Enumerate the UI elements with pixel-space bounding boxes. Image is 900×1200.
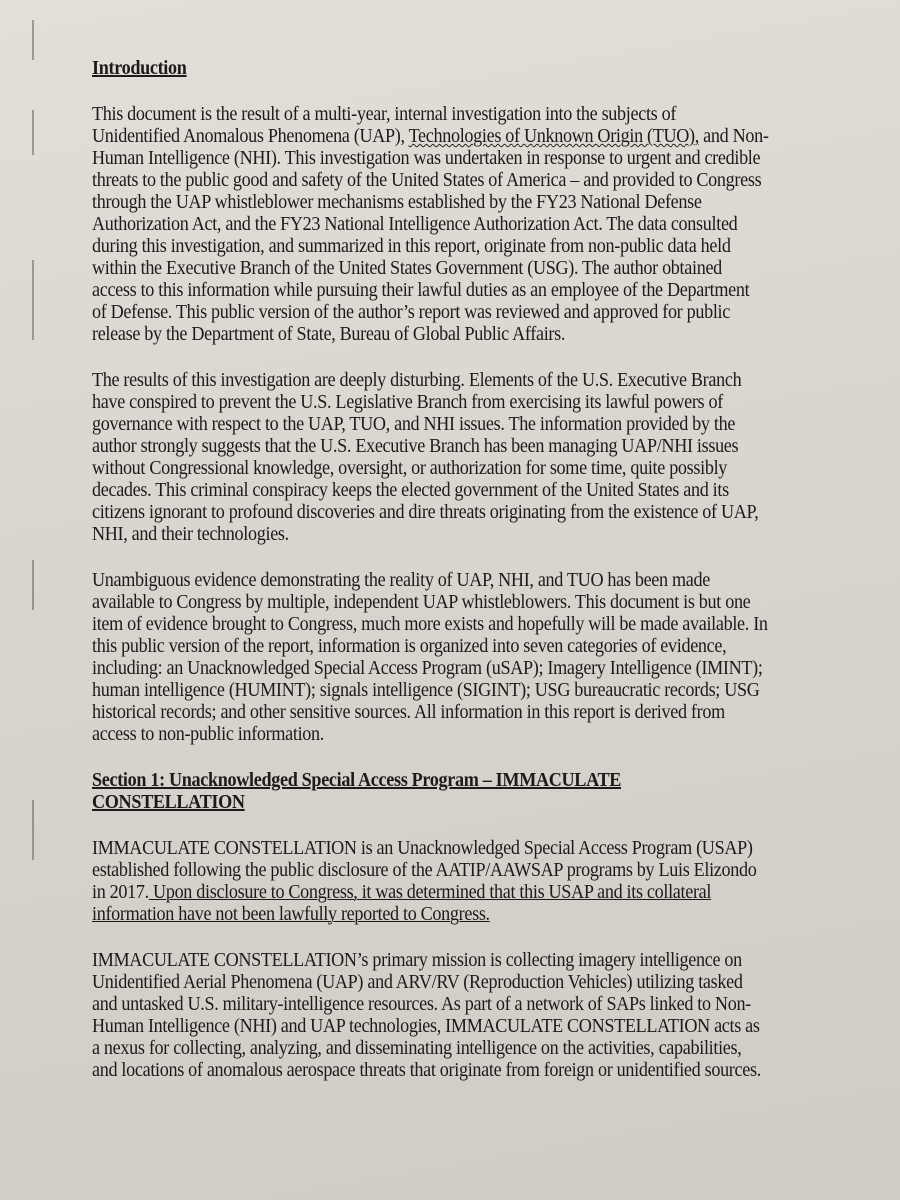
text-line: Human Intelligence (NHI) and UAP technologies, IMMACULATE CONSTELLATION acts as <box>92 1016 760 1037</box>
text-line: and locations of anomalous aerospace threats that originate from foreign or unidentified sources. <box>92 1060 761 1081</box>
text-line: and untasked U.S. military-intelligence resources. As part of a network of SAPs linked to Non- <box>92 994 751 1015</box>
paragraph <box>92 838 892 926</box>
text-line: access to non-public information. <box>92 724 325 745</box>
text-segment: Unidentified Anomalous Phenomena (UAP), <box>92 126 409 147</box>
text-line: Unambiguous evidence demonstrating the reality of UAP, NHI, and TUO has been made <box>92 570 710 591</box>
text-line: release by the Department of State, Bureau of Global Public Affairs. <box>92 324 566 345</box>
text-line: a nexus for collecting, analyzing, and disseminating intelligence on the activities, capabilities, <box>92 1038 742 1059</box>
margin-mark <box>32 260 34 340</box>
text-line: Unidentified Aerial Phenomena (UAP) and ARV/RV (Reproduction Vehicles) utilizing tasked <box>92 972 743 993</box>
text-segment: in 2017. <box>92 882 149 903</box>
paragraph <box>92 950 892 1082</box>
margin-mark <box>32 20 34 60</box>
text-line <box>92 904 836 926</box>
text-line: human intelligence (HUMINT); signals intelligence (SIGINT); USG bureaucratic records; USG <box>92 680 760 701</box>
text-line: of Defense. This public version of the author’s report was reviewed and approved for public <box>92 302 730 323</box>
text-line: decades. This criminal conspiracy keeps the elected government of the United States and its <box>92 480 729 501</box>
text-line: threats to the public good and safety of the United States of America – and provided to Congress <box>92 170 762 191</box>
document-page <box>92 58 892 1106</box>
text-line: including: an Unacknowledged Special Access Program (uSAP); Imagery Intelligence (IMINT); <box>92 658 763 679</box>
margin-mark <box>32 800 34 860</box>
paragraph <box>92 104 892 346</box>
paragraph <box>92 570 892 746</box>
text-line: IMMACULATE CONSTELLATION’s primary mission is collecting imagery intelligence on <box>92 950 742 971</box>
text-line: through the UAP whistleblower mechanisms established by the FY23 National Defense <box>92 192 702 213</box>
text-line: Authorization Act, and the FY23 National Intelligence Authorization Act. The data consulted <box>92 214 738 235</box>
text-line: this public version of the report, information is organized into seven categories of evidence, <box>92 636 727 657</box>
text-line: during this investigation, and summarized in this report, originate from non-public data held <box>92 236 731 257</box>
text-line: within the Executive Branch of the United States Government (USG). The author obtained <box>92 258 722 279</box>
section1-heading-line: CONSTELLATION <box>92 792 245 813</box>
text-line: item of evidence brought to Congress, much more exists and hopefully will be made available. In <box>92 614 768 635</box>
text-line: NHI, and their technologies. <box>92 524 289 545</box>
underlined-text: information have not been lawfully reported to Congress. <box>92 904 490 925</box>
text-line: This document is the result of a multi-year, internal investigation into the subjects of <box>92 104 677 125</box>
text-line: IMMACULATE CONSTELLATION is an Unacknowledged Special Access Program (USAP) <box>92 838 753 859</box>
handwritten-underline-text: Technologies of Unknown Origin (TUO), <box>408 126 699 147</box>
text-line <box>92 126 836 148</box>
margin-mark <box>32 110 34 155</box>
text-line: governance with respect to the UAP, TUO, and NHI issues. The information provided by the <box>92 414 736 435</box>
text-segment: and Non- <box>698 126 769 147</box>
text-line: author strongly suggests that the U.S. Executive Branch has been managing UAP/NHI issues <box>92 436 739 457</box>
section1-heading-line: Section 1: Unacknowledged Special Access Program – IMMACULATE <box>92 770 622 791</box>
paragraph <box>92 370 892 546</box>
text-line: access to this information while pursuing their lawful duties as an employee of the Department <box>92 280 750 301</box>
text-line: The results of this investigation are deeply disturbing. Elements of the U.S. Executive Branch <box>92 370 742 391</box>
text-line: without Congressional knowledge, oversight, or authorization for some time, quite possibly <box>92 458 728 479</box>
text-line: citizens ignorant to profound discoveries and dire threats originating from the existence of UAP, <box>92 502 759 523</box>
text-line: have conspired to prevent the U.S. Legislative Branch from exercising its lawful powers of <box>92 392 723 413</box>
underlined-text: Upon disclosure to Congress, it was determined that this USAP and its collateral <box>148 882 712 903</box>
text-line: Human Intelligence (NHI). This investigation was undertaken in response to urgent and credible <box>92 148 761 169</box>
text-line <box>92 882 836 904</box>
margin-mark <box>32 560 34 610</box>
text-line: available to Congress by multiple, independent UAP whistleblowers. This document is but one <box>92 592 751 613</box>
text-line: historical records; and other sensitive sources. All information in this report is derived from <box>92 702 725 723</box>
text-line: established following the public disclosure of the AATIP/AAWSAP programs by Luis Elizondo <box>92 860 757 881</box>
intro-heading: Introduction <box>92 58 187 79</box>
